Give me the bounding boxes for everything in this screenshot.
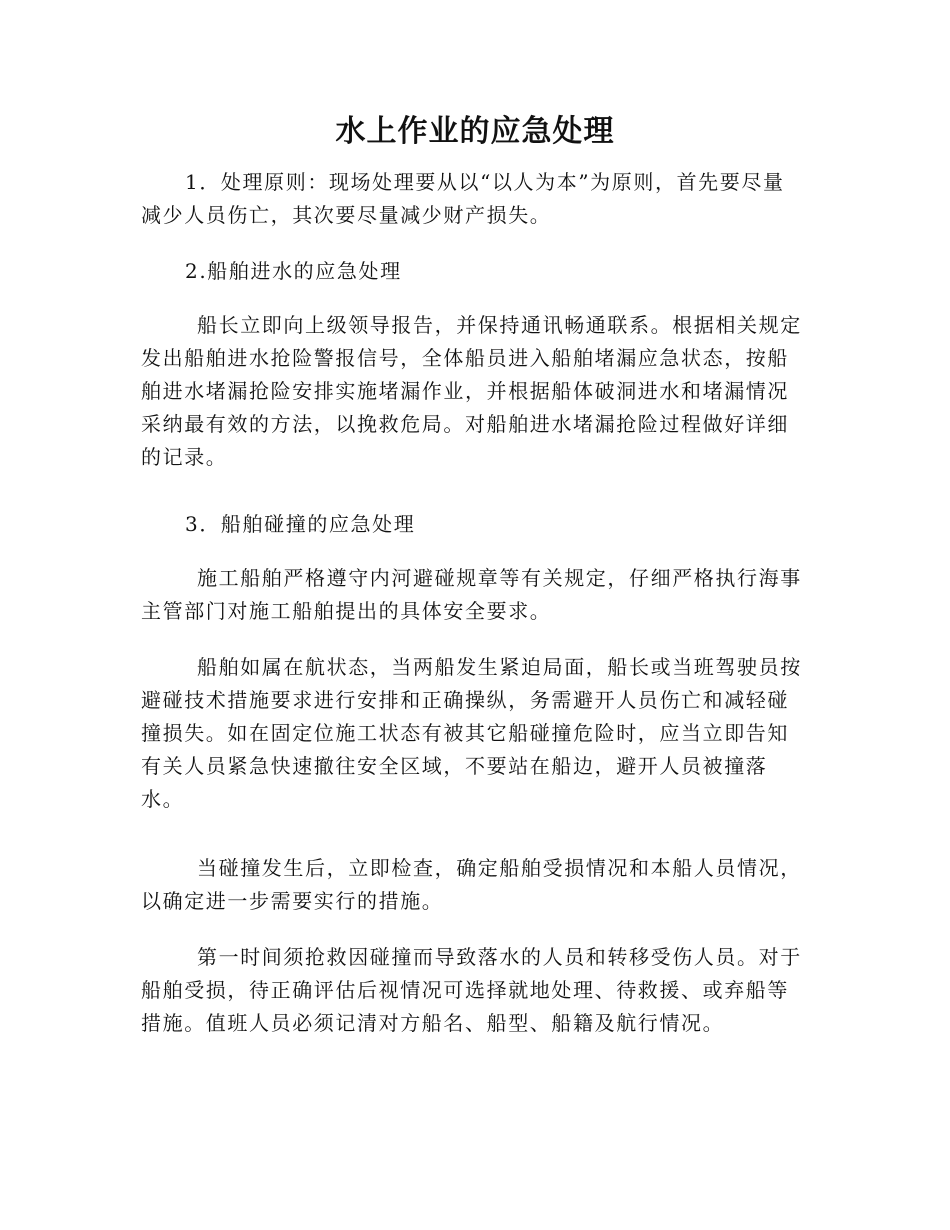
paragraph-line: 施工船舶严格遵守内河避碰规章等有关规定，仔细严格执行海事 bbox=[197, 566, 802, 590]
paragraph-regulations bbox=[141, 562, 811, 628]
paragraph-line: 船舶受损，待正确评估后视情况可选择就地处理、待救援、或弃船等 bbox=[141, 978, 789, 1002]
section-heading: 3．船舶碰撞的应急处理 bbox=[185, 512, 416, 536]
paragraph-line: 撞损失。如在固定位施工状态有被其它船碰撞危险时，应当立即告知 bbox=[141, 721, 789, 745]
paragraph-line: 船长立即向上级领导报告，并保持通讯畅通联系。根据相关规定 bbox=[197, 313, 802, 337]
section-heading: 2.船舶进水的应急处理 bbox=[185, 259, 402, 283]
paragraph-line: 第一时间须抢救因碰撞而导致落水的人员和转移受伤人员。对于 bbox=[197, 945, 802, 969]
paragraph-line: 1．处理原则：现场处理要从以“以人为本”为原则，首先要尽量 bbox=[185, 170, 785, 194]
paragraph-underway bbox=[141, 651, 811, 816]
paragraph-rescue bbox=[141, 941, 811, 1040]
section-heading-collision bbox=[141, 508, 811, 541]
paragraph-line: 舶进水堵漏抢险安排实施堵漏作业，并根据船体破洞进水和堵漏情况 bbox=[141, 379, 789, 403]
paragraph-principle bbox=[141, 166, 811, 232]
paragraph-line: 主管部门对施工船舶提出的具体安全要求。 bbox=[141, 599, 552, 623]
paragraph-line: 发出船舶进水抢险警报信号，全体船员进入船舶堵漏应急状态，按船 bbox=[141, 346, 789, 370]
document-title: 水上作业的应急处理 bbox=[335, 114, 615, 149]
paragraph-line: 船舶如属在航状态，当两船发生紧迫局面，船长或当班驾驶员按 bbox=[197, 655, 802, 679]
paragraph-line: 避碰技术措施要求进行安排和正确操纵，务需避开人员伤亡和减轻碰 bbox=[141, 688, 789, 712]
paragraph-line: 当碰撞发生后，立即检查，确定船舶受损情况和本船人员情况， bbox=[197, 856, 802, 880]
paragraph-line: 水。 bbox=[141, 787, 185, 811]
paragraph-line: 有关人员紧急快速撤往安全区域，不要站在船边，避开人员被撞落 bbox=[141, 754, 768, 778]
paragraph-flooding bbox=[141, 309, 811, 474]
paragraph-after-collision bbox=[141, 852, 811, 918]
paragraph-line: 减少人员伤亡，其次要尽量减少财产损失。 bbox=[141, 203, 552, 227]
paragraph-line: 措施。值班人员必须记清对方船名、船型、船籍及航行情况。 bbox=[141, 1011, 725, 1035]
paragraph-line: 的记录。 bbox=[141, 445, 228, 469]
paragraph-line: 采纳最有效的方法，以挽救危局。对船舶进水堵漏抢险过程做好详细 bbox=[141, 412, 789, 436]
paragraph-line: 以确定进一步需要实行的措施。 bbox=[141, 889, 444, 913]
section-heading-flooding bbox=[141, 255, 811, 288]
